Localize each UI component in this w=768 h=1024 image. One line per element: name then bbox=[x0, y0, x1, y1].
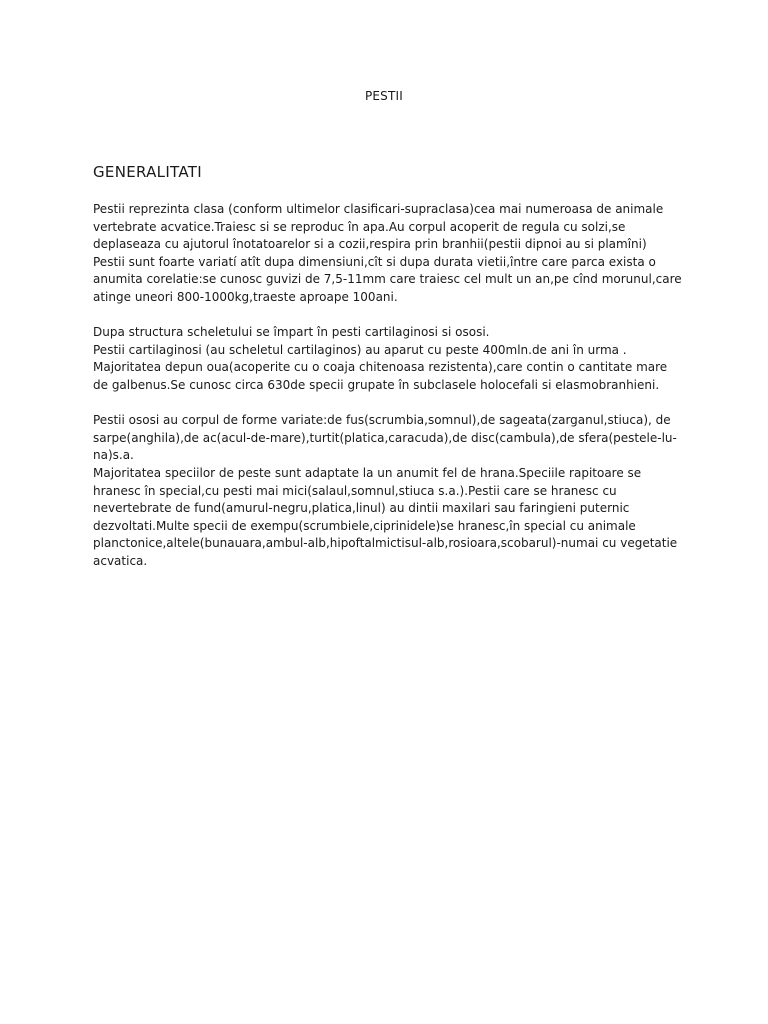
body-paragraph: Pestii reprezinta clasa (conform ultimelor clasificari-supraclasa)cea mai numeroasa de animale vertebrate acvatice.Traiesc si se reproduc în apa.Au corpul acoperit de regula cu solzi,se deplaseaza cu ajutorul înotatoarelor si a cozii,respira prin branhii(pestii dipnoi au si plamîni) bbox=[93, 202, 664, 252]
body-paragraph: Pestii cartilaginosi (au scheletul cartilaginos) au aparut cu peste 400mln.de ani în urma . bbox=[93, 342, 627, 357]
paragraph-spacer bbox=[93, 307, 683, 325]
document-title: PESTII bbox=[364, 89, 404, 103]
document-body bbox=[93, 201, 683, 570]
body-paragraph: Pestii ososi au corpul de forme variate:de fus(scrumbia,somnul),de sageata(zarganul,stiuca), de sarpe(anghila),de ac(acul-de-mare),turtit(platica,caracuda),de disc(cambula),de sfera(pestele-lu-na)s.a. bbox=[93, 413, 677, 463]
body-paragraph: Majoritatea depun oua(acoperite cu o coaja chitenoasa rezistenta),care contin o cantitate mare de galbenus.Se cunosc circa 630de specii grupate în subclasele holocefali si elasmobranhieni. bbox=[93, 360, 668, 392]
body-paragraph: Majoritatea speciilor de peste sunt adaptate la un anumit fel de hrana.Speciile rapitoare se hranesc în special,cu pesti mai mici(salaul,somnul,stiuca s.a.).Pestii care se hranesc cu nevertebrate de fund(amurul-negru,platica,linul) au dintii maxilari sau faringieni puternic dezvoltati.Multe specii de exempu(scrumbiele,ciprinidele)se hranesc,în special cu animale planctonice,altele(bunauara,ambul-alb,hipoftalmictisul-alb,rosioara,scobarul)-numai cu vegetatie acvatica. bbox=[93, 465, 678, 568]
section-heading: GENERALITATI bbox=[93, 163, 202, 181]
body-paragraph: Dupa structura scheletului se împart în pesti cartilaginosi si ososi. bbox=[93, 325, 490, 340]
paragraph-spacer bbox=[93, 395, 683, 413]
body-paragraph: Pestii sunt foarte variatí atît dupa dimensiuni,cît si dupa durata vietii,între care parca exista o anumita corelatie:se cunosc guvizi de 7,5-11mm care traiesc cel mult un an,pe cînd morunul,care atinge uneori 800-1000kg,traeste aproape 100ani. bbox=[93, 254, 682, 304]
